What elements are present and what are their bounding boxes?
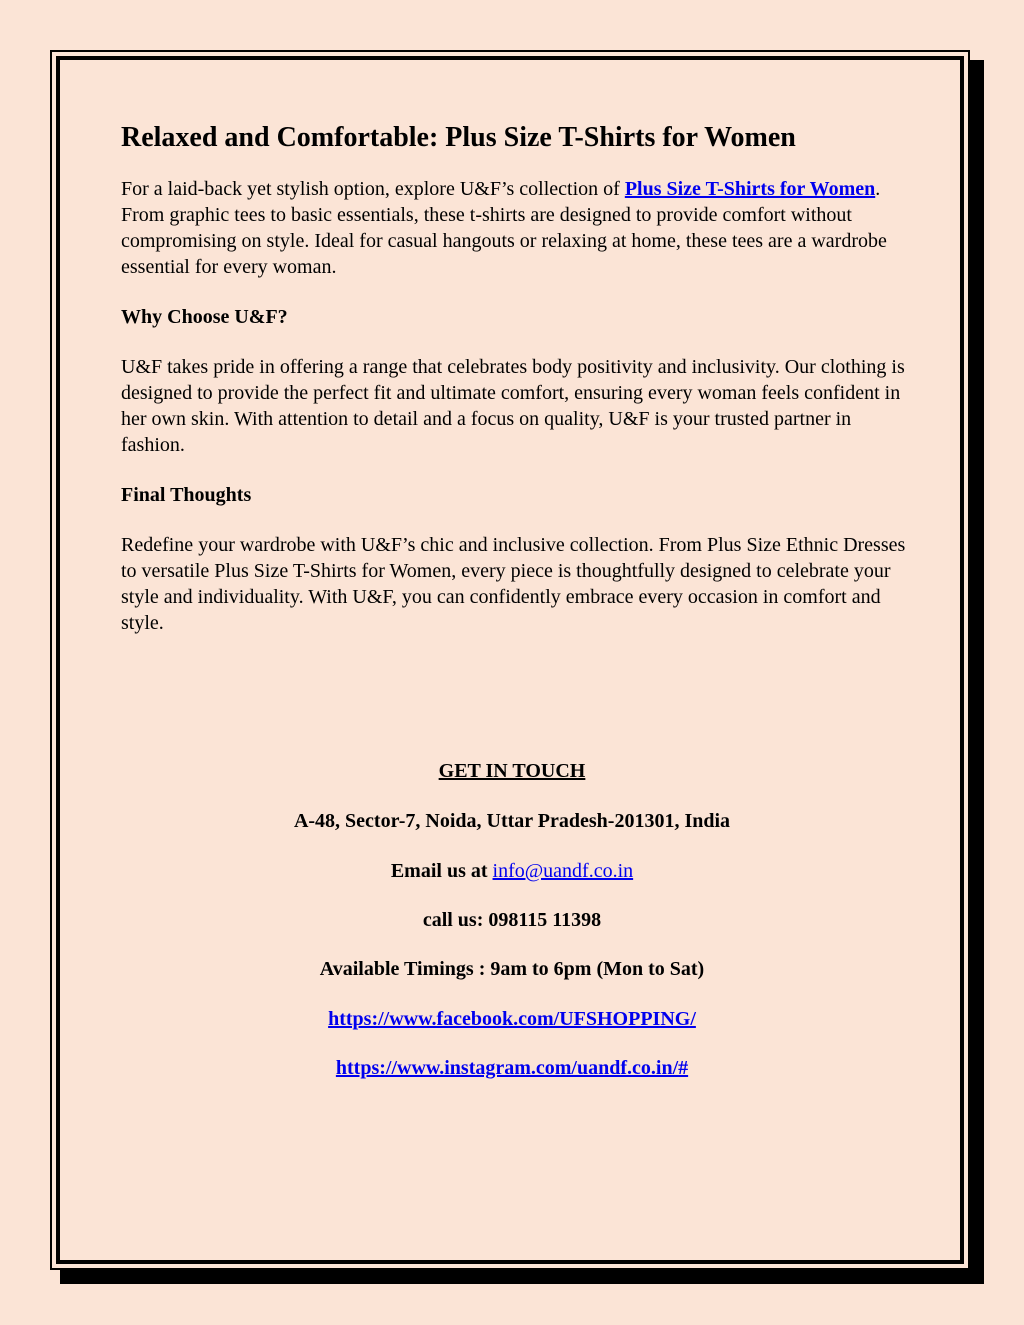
email-link[interactable]: info@uandf.co.in bbox=[492, 860, 634, 882]
why-choose-heading: Why Choose U&F? bbox=[121, 306, 288, 328]
plus-size-tshirts-link[interactable]: Plus Size T-Shirts for Women bbox=[624, 178, 876, 200]
article-content bbox=[121, 120, 906, 636]
facebook-line bbox=[60, 1006, 964, 1032]
why-choose-paragraph: U&F takes pride in offering a range that celebrates body positivity and inclusivity. Our clothing is designed to provide the perfect fit and ultimate comfort, ensuring every woman feels confident in her own skin. With attention to detail and a focus on quality, U&F is your trusted partner in fashion. bbox=[121, 356, 905, 456]
article-title: Relaxed and Comfortable: Plus Size T-Shirts for Women bbox=[121, 122, 796, 153]
email-label: Email us at bbox=[390, 860, 493, 882]
intro-text-before: For a laid-back yet stylish option, explore U&F’s collection of bbox=[121, 178, 625, 200]
instagram-link[interactable]: https://www.instagram.com/uandf.co.in/# bbox=[335, 1057, 689, 1079]
get-in-touch-heading: GET IN TOUCH bbox=[438, 760, 586, 782]
contact-phone: call us: 098115 11398 bbox=[422, 909, 602, 931]
contact-address: A-48, Sector-7, Noida, Uttar Pradesh-201301, India bbox=[293, 810, 731, 832]
facebook-link[interactable]: https://www.facebook.com/UFSHOPPING/ bbox=[328, 1008, 696, 1030]
contact-timings: Available Timings : 9am to 6pm (Mon to Sat) bbox=[319, 958, 705, 980]
intro-text-after: . From graphic tees to basic essentials, these t-shirts are designed to provide comfort without compromising on style. Ideal for casual hangouts or relaxing at home, these tees are a wardrobe essential for every woman. bbox=[121, 178, 887, 278]
intro-paragraph bbox=[121, 176, 906, 280]
final-thoughts-paragraph: Redefine your wardrobe with U&F’s chic and inclusive collection. From Plus Size Ethnic Dresses to versatile Plus Size T-Shirts for Women, every piece is thoughtfully designed to celebrate your style and individuality. With U&F, you can confidently embrace every occasion in comfort and style. bbox=[121, 534, 906, 634]
instagram-line bbox=[60, 1055, 964, 1081]
contact-email-line bbox=[60, 858, 964, 884]
final-thoughts-heading: Final Thoughts bbox=[121, 484, 252, 506]
